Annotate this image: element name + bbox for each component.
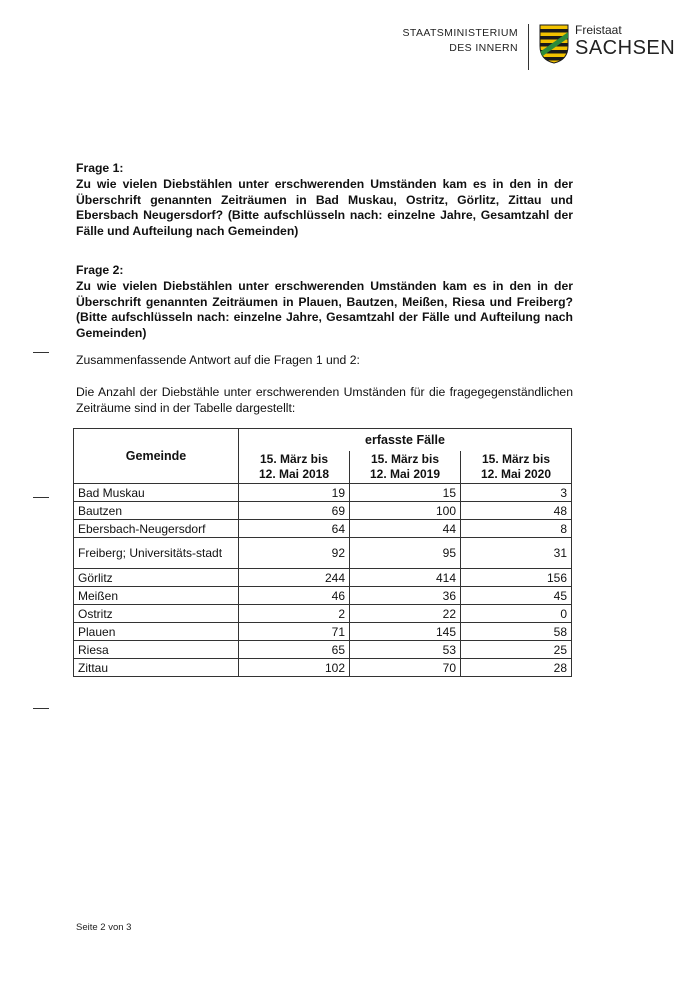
period-line-1: 15. März bis — [259, 452, 329, 466]
table-header-row — [74, 429, 572, 452]
period-line-2: 12. Mai 2019 — [369, 467, 441, 481]
table-row — [74, 605, 572, 623]
column-header-2020 — [461, 451, 572, 484]
period-line-1: 15. März bis — [370, 452, 440, 466]
table-row — [74, 623, 572, 641]
cell-2020: 3 — [461, 484, 572, 502]
theft-statistics-table — [73, 428, 572, 677]
margin-mark — [33, 708, 49, 709]
question-1-title: Frage 1: — [76, 161, 124, 175]
question-1 — [76, 161, 573, 240]
cell-2018: 65 — [239, 641, 350, 659]
cell-2019: 44 — [350, 520, 461, 538]
cell-2020: 28 — [461, 659, 572, 677]
cell-gemeinde: Ostritz — [74, 605, 239, 623]
margin-mark — [33, 352, 49, 353]
cell-2019: 100 — [350, 502, 461, 520]
cell-gemeinde: Görlitz — [74, 569, 239, 587]
cell-2020: 0 — [461, 605, 572, 623]
table-row — [74, 569, 572, 587]
margin-mark — [33, 497, 49, 498]
page-number: Seite 2 von 3 — [76, 922, 132, 933]
cell-2019: 95 — [350, 538, 461, 569]
saxony-crest-icon — [539, 24, 569, 64]
cell-gemeinde: Freiberg; Universitäts-stadt — [74, 538, 239, 569]
state-line-1: Freistaat — [575, 23, 622, 37]
question-2 — [76, 263, 573, 342]
ministry-line-2: DES INNERN — [449, 42, 518, 54]
column-header-2019 — [350, 451, 461, 484]
state-line-2: SACHSEN — [575, 37, 676, 59]
table-row — [74, 538, 572, 569]
cell-2019: 53 — [350, 641, 461, 659]
cell-gemeinde: Zittau — [74, 659, 239, 677]
cell-2018: 71 — [239, 623, 350, 641]
period-line-2: 12. Mai 2018 — [258, 467, 330, 481]
table-row — [74, 641, 572, 659]
state-name — [575, 24, 675, 59]
cell-gemeinde: Bautzen — [74, 502, 239, 520]
cell-2018: 64 — [239, 520, 350, 538]
question-1-text: Zu wie vielen Diebstählen unter erschwerenden Umständen kam es in den in der Überschrift genannten Zeiträumen in Bad Muskau, Ostritz, Görlitz, Zittau und Ebersbach Neugersdorf? (Bitte aufschlüsseln nach: einzelne Jahre, Gesamtzahl der Fälle und Aufteilung nach Gemeinden) — [76, 176, 573, 239]
cell-gemeinde: Plauen — [74, 623, 239, 641]
period-line-2: 12. Mai 2020 — [480, 467, 552, 481]
cell-2018: 102 — [239, 659, 350, 677]
cell-2019: 145 — [350, 623, 461, 641]
cell-gemeinde: Meißen — [74, 587, 239, 605]
table-row — [74, 502, 572, 520]
question-2-text: Zu wie vielen Diebstählen unter erschwerenden Umständen kam es in den in der Überschrift genannten Zeiträumen in Plauen, Bautzen, Meißen, Riesa und Freiberg? (Bitte aufschlüsseln nach: einzelne Jahre, Gesamtzahl der Fälle und Aufteilung nach Gemeinden) — [76, 278, 573, 341]
table-row — [74, 659, 572, 677]
cell-gemeinde: Bad Muskau — [74, 484, 239, 502]
cell-2018: 2 — [239, 605, 350, 623]
cell-2020: 8 — [461, 520, 572, 538]
ministry-name — [403, 26, 519, 56]
period-line-1: 15. März bis — [481, 452, 551, 466]
table-row — [74, 520, 572, 538]
answer-text: Die Anzahl der Diebstähle unter erschwerenden Umständen für die fragegegenständlichen Zeiträume sind in der Tabelle dargestellt: — [76, 385, 573, 415]
cell-2019: 22 — [350, 605, 461, 623]
cell-2019: 15 — [350, 484, 461, 502]
answer-heading: Zusammenfassende Antwort auf die Fragen 1 und 2: — [76, 353, 360, 367]
cell-2020: 48 — [461, 502, 572, 520]
cell-2020: 45 — [461, 587, 572, 605]
cell-2020: 156 — [461, 569, 572, 587]
cell-2018: 244 — [239, 569, 350, 587]
cell-2019: 36 — [350, 587, 461, 605]
cell-2018: 92 — [239, 538, 350, 569]
table-row — [74, 587, 572, 605]
cell-2020: 25 — [461, 641, 572, 659]
cell-2019: 414 — [350, 569, 461, 587]
cell-2019: 70 — [350, 659, 461, 677]
letterhead — [0, 22, 700, 82]
cell-2018: 46 — [239, 587, 350, 605]
cell-gemeinde: Riesa — [74, 641, 239, 659]
cell-2020: 31 — [461, 538, 572, 569]
table-row — [74, 484, 572, 502]
question-2-title: Frage 2: — [76, 263, 124, 277]
column-header-gemeinde: Gemeinde — [74, 429, 239, 484]
cell-gemeinde: Ebersbach-Neugersdorf — [74, 520, 239, 538]
column-header-2018 — [239, 451, 350, 484]
column-group-erfasste-faelle: erfasste Fälle — [239, 429, 572, 452]
cell-2020: 58 — [461, 623, 572, 641]
header-divider — [528, 24, 529, 70]
ministry-line-1: STAATSMINISTERIUM — [402, 27, 518, 39]
cell-2018: 19 — [239, 484, 350, 502]
cell-2018: 69 — [239, 502, 350, 520]
